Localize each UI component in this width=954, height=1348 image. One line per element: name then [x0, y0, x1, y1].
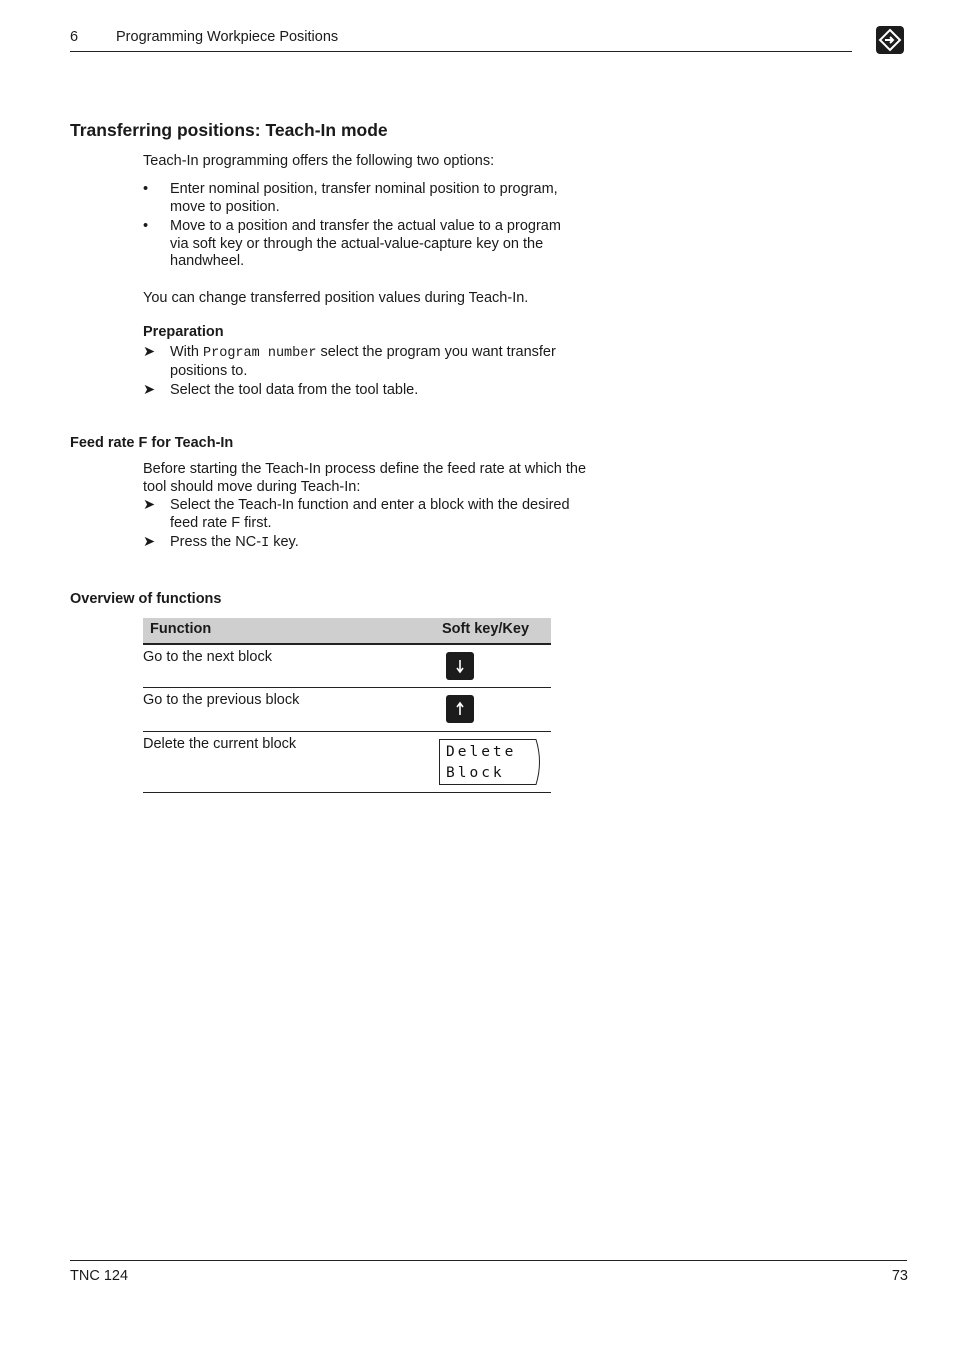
step-text: positions to. — [170, 362, 248, 379]
intro-line: Before starting the Teach-In process define the feed rate at which the — [143, 461, 587, 477]
step-text: With — [170, 344, 204, 360]
feed-rate-heading: Feed rate F for Teach-In — [70, 435, 234, 451]
delete-block-softkey — [439, 739, 541, 785]
option-text: Enter nominal position, transfer nominal position to program, — [170, 181, 558, 197]
list-item — [143, 534, 623, 553]
list-item — [143, 181, 623, 216]
list-item — [143, 382, 623, 400]
bullet-mark: • — [143, 181, 149, 197]
arrow-icon: ➤ — [143, 534, 156, 550]
intro-text: Teach-In programming offers the following two options: — [143, 153, 495, 169]
arrow-up-key-icon — [446, 695, 474, 723]
step-text: select the program you want transfer — [316, 344, 556, 360]
feed-rate-intro — [143, 460, 633, 496]
list-item — [143, 497, 623, 532]
step-text: Press the NC- — [170, 534, 262, 550]
functions-table — [143, 618, 551, 793]
column-header-function: Function — [150, 621, 212, 637]
step-text: key. — [269, 534, 299, 550]
option-text: via soft key or through the actual-value-capture key on the — [170, 235, 544, 252]
chapter-number: 6 — [70, 29, 79, 45]
function-cell: Go to the previous block — [143, 692, 300, 708]
option-text: handwheel. — [170, 253, 245, 269]
option-text: move to position. — [170, 198, 280, 215]
note-text: You can change transferred position values during Teach-In. — [143, 290, 529, 306]
table-row — [143, 688, 551, 732]
header-divider — [70, 51, 852, 52]
list-item — [143, 218, 623, 271]
arrow-icon: ➤ — [143, 344, 156, 360]
function-cell: Delete the current block — [143, 736, 297, 752]
code-text: I — [261, 536, 270, 551]
step-text: Select the Teach-In function and enter a block with the desired — [170, 497, 570, 513]
section-title: Transferring positions: Teach-In mode — [70, 120, 388, 140]
arrow-down-key-icon — [446, 652, 474, 680]
chapter-title: Programming Workpiece Positions — [116, 29, 339, 45]
navigation-diamond-icon — [876, 26, 904, 54]
overview-heading: Overview of functions — [70, 591, 222, 607]
softkey-label-line1: Delete — [446, 744, 517, 760]
column-header-key: Soft key/Key — [442, 621, 530, 637]
arrow-icon: ➤ — [143, 497, 156, 513]
arrow-icon: ➤ — [143, 382, 156, 398]
footer-product: TNC 124 — [70, 1268, 129, 1284]
softkey-label-line2: Block — [446, 765, 505, 781]
preparation-heading: Preparation — [143, 324, 224, 340]
page-number: 73 — [891, 1268, 908, 1284]
intro-line: tool should move during Teach-In: — [143, 479, 361, 495]
function-cell: Go to the next block — [143, 649, 272, 665]
preparation-steps — [143, 344, 623, 402]
step-text: Select the tool data from the tool table. — [170, 382, 419, 398]
list-item — [143, 344, 623, 380]
code-text: Program number — [203, 346, 317, 361]
table-header — [143, 618, 551, 645]
options-list — [143, 181, 623, 273]
step-text: feed rate F first. — [170, 514, 272, 531]
option-text: Move to a position and transfer the actual value to a program — [170, 218, 561, 234]
feed-rate-steps — [143, 497, 623, 555]
footer-divider — [70, 1260, 907, 1261]
bullet-mark: • — [143, 218, 149, 234]
table-row — [143, 732, 551, 793]
table-row — [143, 645, 551, 688]
